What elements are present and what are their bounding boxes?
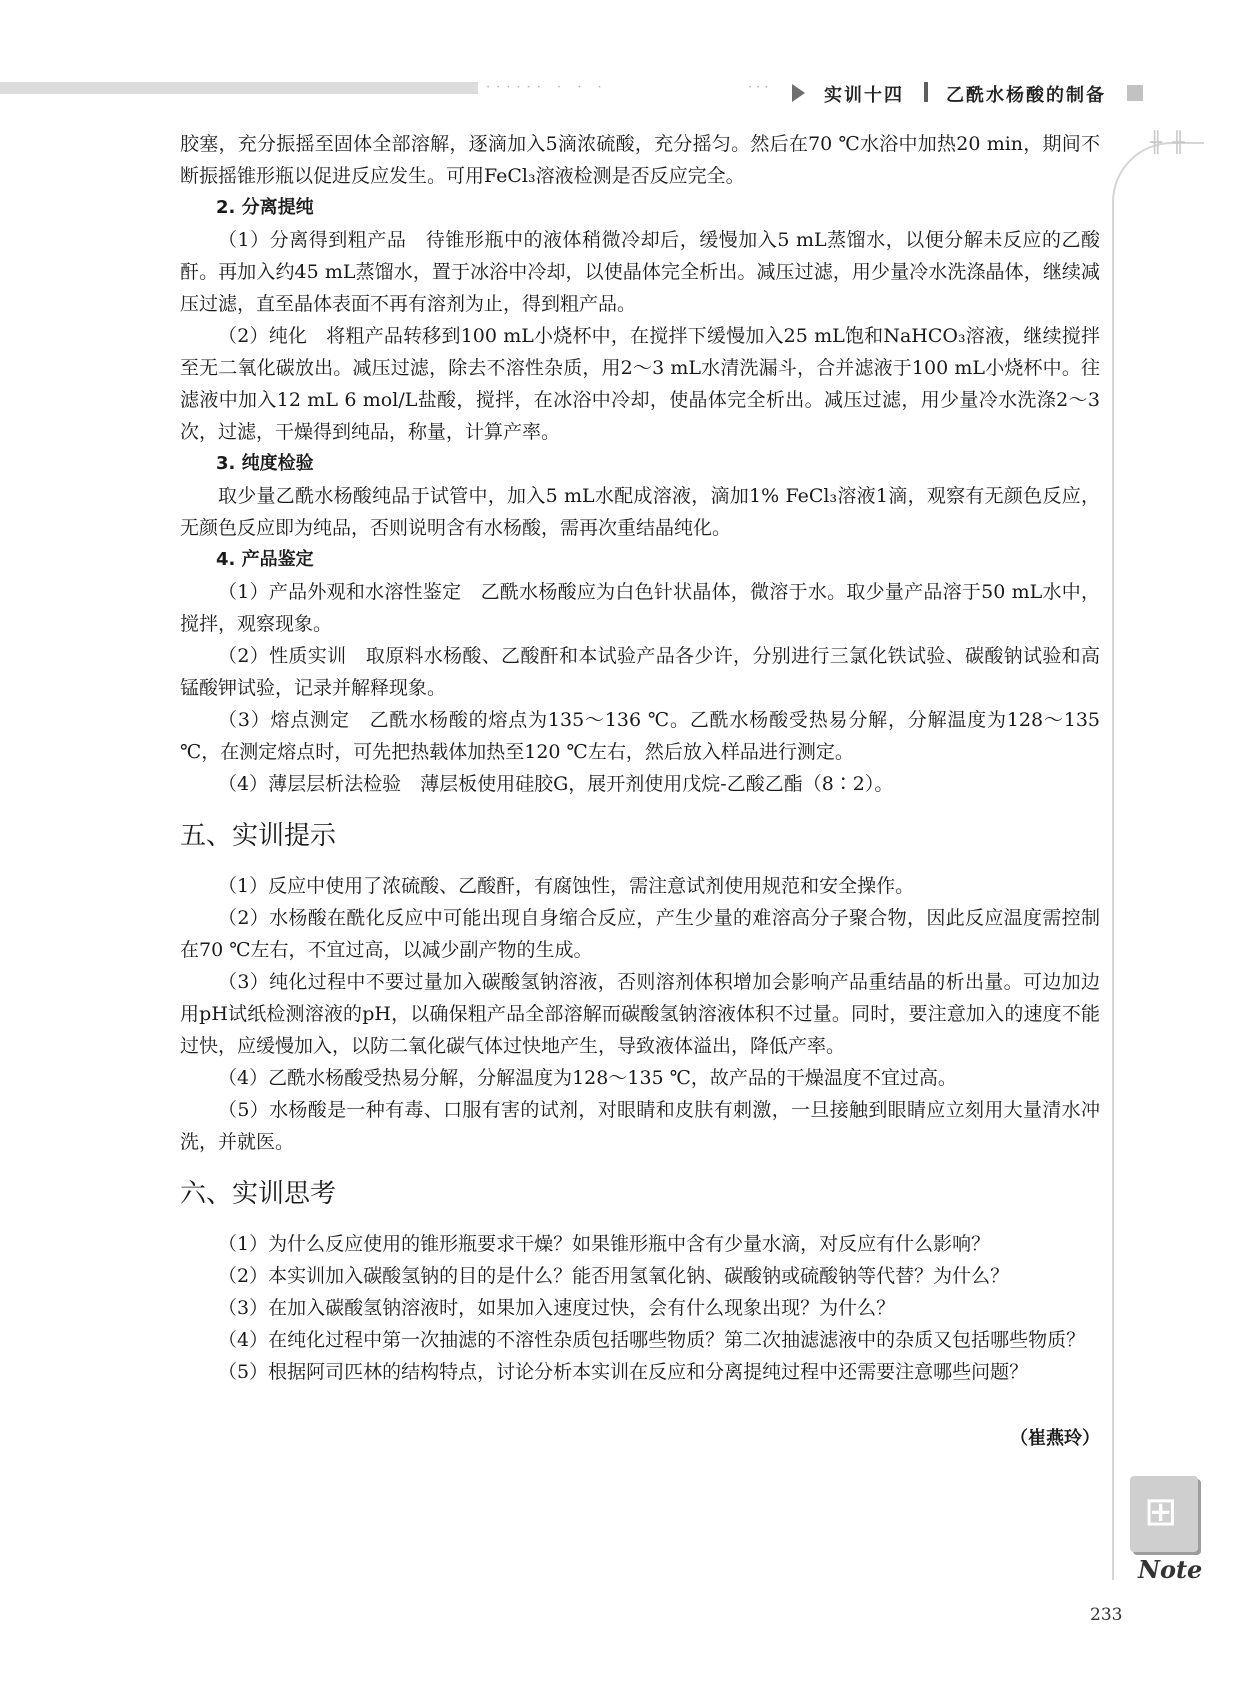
header-dots: ······ · · · bbox=[486, 80, 608, 95]
margin-rule bbox=[1112, 200, 1114, 1580]
paragraph: 取少量乙酰水杨酸纯品于试管中，加入5 mL水配成溶液，滴加1% FeCl₃溶液1滴，观察有无颜色反应，无颜色反应即为纯品，否则说明含有水杨酸，需再次重结晶纯化。 bbox=[180, 485, 1100, 539]
list-item: （5）水杨酸是一种有毒、口服有害的试剂，对眼睛和皮肤有刺激，一旦接触到眼睛应立刻用大量清水冲洗，并就医。 bbox=[180, 1099, 1100, 1153]
header-chapter: 实训十四 bbox=[824, 85, 904, 106]
subsection-heading: 2. 分离提纯 bbox=[216, 197, 314, 218]
header-square-icon bbox=[1127, 85, 1143, 101]
section-heading: 五、实训提示 bbox=[180, 821, 337, 851]
list-item: （2）本实训加入碳酸氢钠的目的是什么？能否用氢氧化钠、碳酸钠或硫酸钠等代替？为什么？ bbox=[218, 1265, 1010, 1287]
paragraph: （2）纯化 将粗产品转移到100 mL小烧杯中，在搅拌下缓慢加入25 mL饱和NaHCO₃溶液，继续搅拌至无二氧化碳放出。减压过滤，除去不溶性杂质，用2～3 mL水清洗漏斗，合并滤液于100 mL小烧杯中。往滤液中加入12 mL 6 mol/L盐酸，搅拌，在冰浴中冷却，使晶体完全析出。减压过滤，用少量冷水洗涤2～3次，过滤，干燥得到纯品，称量，计算产率。 bbox=[180, 325, 1100, 443]
page-number: 233 bbox=[1090, 1605, 1123, 1625]
paragraph: （3）熔点测定 乙酰水杨酸的熔点为135～136 ℃。乙酰水杨酸受热易分解，分解温度为128～135 ℃，在测定熔点时，可先把热载体加热至120 ℃左右，然后放入样品进行测定。 bbox=[180, 709, 1100, 763]
list-item: （3）纯化过程中不要过量加入碳酸氢钠溶液，否则溶剂体积增加会影响产品重结晶的析出量。可边加边用pH试纸检测溶液的pH，以确保粗产品全部溶解而碳酸氢钠溶液体积不过量。同时，要注意加入的速度不能过快，应缓慢加入，以防二氧化碳气体过快地产生，导致液体溢出，降低产率。 bbox=[180, 971, 1100, 1057]
note-icon: ⊞ bbox=[1144, 1489, 1178, 1535]
author-credit: （崔燕玲） bbox=[1010, 1428, 1100, 1449]
list-item: （1）为什么反应使用的锥形瓶要求干燥？如果锥形瓶中含有少量水滴，对反应有什么影响？ bbox=[218, 1233, 991, 1255]
paragraph: 胶塞，充分振摇至固体全部溶解，逐滴加入5滴浓硫酸，充分摇匀。然后在70 ℃水浴中加热20 min，期间不断振摇锥形瓶以促进反应发生。可用FeCl₃溶液检测是否反应完全。 bbox=[180, 133, 1100, 187]
subsection-heading: 4. 产品鉴定 bbox=[216, 549, 314, 570]
paragraph: （1）分离得到粗产品 待锥形瓶中的液体稍微冷却后，缓慢加入5 mL蒸馏水，以便分解未反应的乙酸酐。再加入约45 mL蒸馏水，置于冰浴中冷却，以使晶体完全析出。减压过滤，用少量冷水洗涤晶体，继续减压过滤，直至晶体表面不再有溶剂为止，得到粗产品。 bbox=[180, 229, 1100, 315]
paragraph: （1）产品外观和水溶性鉴定 乙酰水杨酸应为白色针状晶体，微溶于水。取少量产品溶于50 mL水中，搅拌，观察现象。 bbox=[180, 581, 1100, 635]
paragraph: （2）性质实训 取原料水杨酸、乙酸酐和本试验产品各少许，分别进行三氯化铁试验、碳酸钠试验和高锰酸钾试验，记录并解释现象。 bbox=[180, 645, 1100, 699]
page-body bbox=[180, 128, 1100, 1450]
header-dots: ··· bbox=[748, 80, 773, 95]
paragraph: （4）薄层层析法检验 薄层板使用硅胶G，展开剂使用戊烷-乙酸乙酯（8∶2）。 bbox=[218, 773, 894, 795]
subsection-heading: 3. 纯度检验 bbox=[216, 453, 314, 474]
header-title: 乙酰水杨酸的制备 bbox=[946, 85, 1106, 106]
margin-tick-icon: ╫ ╫ bbox=[1150, 130, 1187, 154]
list-item: （4）乙酰水杨酸受热易分解，分解温度为128～135 ℃，故产品的干燥温度不宜过高。 bbox=[218, 1067, 957, 1089]
section-heading: 六、实训思考 bbox=[180, 1179, 337, 1209]
list-item: （1）反应中使用了浓硫酸、乙酸酐，有腐蚀性，需注意试剂使用规范和安全操作。 bbox=[218, 875, 915, 897]
header-separator bbox=[924, 82, 928, 102]
header-arrow-icon bbox=[792, 84, 805, 102]
list-item: （4）在纯化过程中第一次抽滤的不溶性杂质包括哪些物质？第二次抽滤滤液中的杂质又包括哪些物质？ bbox=[218, 1329, 1086, 1351]
list-item: （5）根据阿司匹林的结构特点，讨论分析本实训在反应和分离提纯过程中还需要注意哪些问题？ bbox=[218, 1361, 1029, 1383]
note-box bbox=[1130, 1476, 1198, 1552]
header-bar bbox=[0, 82, 478, 94]
list-item: （3）在加入碳酸氢钠溶液时，如果加入速度过快，会有什么现象出现？为什么？ bbox=[218, 1297, 896, 1319]
list-item: （2）水杨酸在酰化反应中可能出现自身缩合反应，产生少量的难溶高分子聚合物，因此反应温度需控制在70 ℃左右，不宜过高，以减少副产物的生成。 bbox=[180, 907, 1100, 961]
note-label: Note bbox=[1138, 1555, 1203, 1584]
margin-curve bbox=[1112, 142, 1204, 224]
